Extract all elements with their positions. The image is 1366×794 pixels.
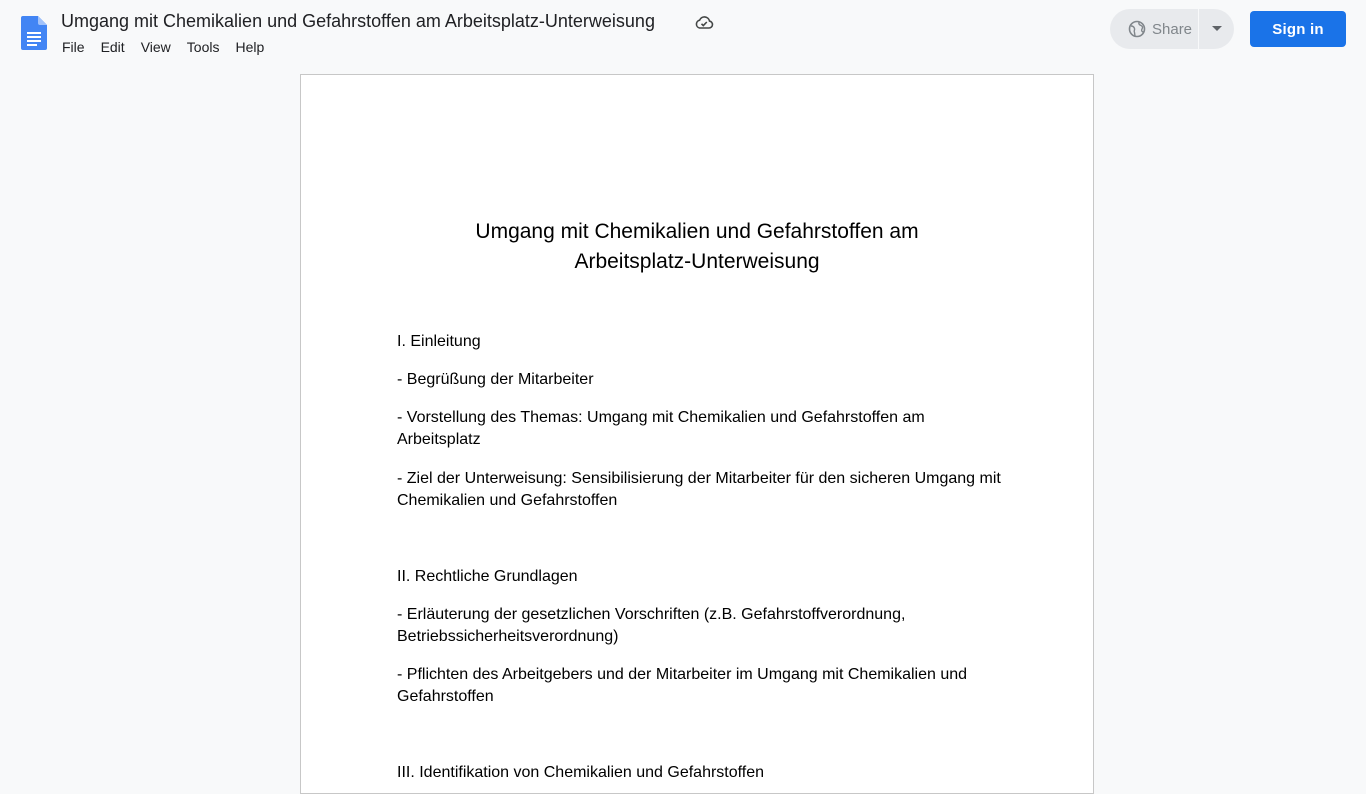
paragraph: - Begrüßung der Mitarbeiter <box>397 371 594 388</box>
menu-view[interactable]: View <box>140 39 171 55</box>
paragraph: - Erläuterung der gesetzlichen Vorschriften (z.B. Gefahrstoffverordnung, Betriebssicherheitsverordnung) <box>397 606 906 645</box>
top-bar <box>0 0 1366 64</box>
paragraph: - Pflichten des Arbeitgebers und der Mitarbeiter im Umgang mit Chemikalien und Gefahrstoffen <box>397 666 968 705</box>
document-page[interactable] <box>300 74 1094 794</box>
menu-tools[interactable]: Tools <box>186 39 220 55</box>
menu-edit[interactable]: Edit <box>100 39 125 55</box>
google-docs-icon[interactable] <box>21 16 47 50</box>
globe-icon <box>1128 20 1146 38</box>
share-button-group <box>1110 9 1234 49</box>
share-button[interactable] <box>1110 9 1198 49</box>
heading-line-2: Arbeitsplatz-Unterweisung <box>574 250 820 273</box>
menu-help[interactable]: Help <box>235 39 265 55</box>
sign-in-button[interactable]: Sign in <box>1250 11 1346 47</box>
menu-file[interactable]: File <box>62 39 85 55</box>
section-heading-legal: II. Rechtliche Grundlagen <box>397 568 578 585</box>
document-heading <box>397 217 997 277</box>
share-label: Share <box>1152 20 1193 38</box>
share-dropdown-button[interactable] <box>1199 9 1234 49</box>
caret-down-icon <box>1212 26 1222 32</box>
cloud-status-icon[interactable] <box>694 13 714 31</box>
menu-bar <box>54 36 272 58</box>
document-title[interactable]: Umgang mit Chemikalien und Gefahrstoffen am Arbeitsplatz-Unterweisung <box>61 11 655 31</box>
heading-line-1: Umgang mit Chemikalien und Gefahrstoffen am <box>475 220 919 243</box>
section-heading-identification: III. Identifikation von Chemikalien und Gefahrstoffen <box>397 764 765 781</box>
paragraph: - Ziel der Unterweisung: Sensibilisierung der Mitarbeiter für den sicheren Umgang mit Chemikalien und Gefahrstoffen <box>397 470 1001 509</box>
section-heading-intro: I. Einleitung <box>397 333 481 350</box>
paragraph: - Vorstellung des Themas: Umgang mit Chemikalien und Gefahrstoffen am Arbeitsplatz <box>397 409 925 448</box>
